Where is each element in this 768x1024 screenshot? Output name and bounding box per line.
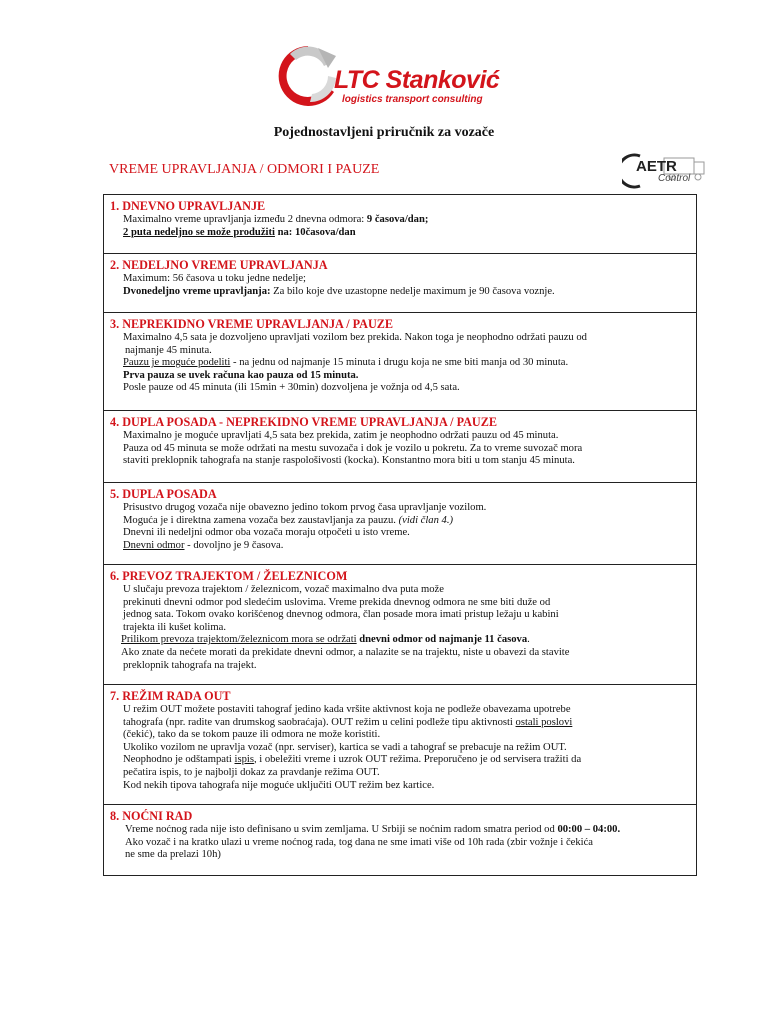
text-line: [110, 754, 690, 767]
document-title: Pojednostavljeni priručnik za vozače: [273, 125, 495, 140]
text-line: U slučaju prevoza trajektom / železnicom, vozač maximalno dva puta može: [123, 584, 444, 595]
text-line: Maximalno je moguće upravljati 4,5 sata bez prekida, zatim je neophodno održati pauzu od 45 minuta.: [123, 430, 559, 441]
underlined-span: Prilikom prevoza trajektom/železnicom mora se održati: [121, 634, 357, 646]
text-line: Ako znate da nećete morati da prekidate dnevni odmor, a nalazite se na trajektu, niste u obavezi da stavite: [121, 646, 570, 658]
text-span: - dovoljno je 9 časova.: [184, 539, 284, 551]
text-line: Ukoliko vozilom ne upravlja vozač (npr. serviser), kartica se vadi a tahograf se prebacuje na režim OUT.: [123, 741, 567, 753]
underlined-span: ispis: [234, 754, 254, 766]
section-double-crew: [104, 483, 696, 565]
underlined-span: Pauzu je moguće podeliti: [123, 357, 231, 369]
aetr-control-logo: [622, 152, 708, 190]
aetr-main-text: AETR: [636, 158, 677, 175]
text-line: prekinuti dnevni odmor pod sledećim uslovima. Vreme prekida dnevnog odmora ne sme biti duže od: [123, 596, 551, 608]
section-night-work: [104, 805, 696, 875]
section-title: 3. NEPREKIDNO VREME UPRAVLJANJA / PAUZE: [110, 317, 394, 331]
bold-span: Dvonedeljno vreme upravljanja:: [123, 285, 271, 297]
text-span: Neophodno je odštampati: [123, 754, 235, 766]
bold-span: 9 časova/dan;: [366, 214, 429, 225]
logo-name: LTC Stanković: [334, 66, 500, 94]
section-daily-driving: [104, 195, 696, 254]
ltc-stankovic-logo: [268, 40, 508, 112]
text-line: Kod nekih tipova tahografa nije moguće uključiti OUT režim bez kartice.: [123, 779, 435, 791]
text-span: Za bilo koje dve uzastopne nedelje maximum je 90 časova voznje.: [270, 285, 555, 297]
text-line: U režim OUT možete postaviti tahograf jedino kada vršite aktivnost koja ne podleže obavezama upotrebe: [123, 704, 571, 715]
section-weekly-driving: [104, 254, 696, 313]
text-span: .: [527, 634, 530, 646]
section-continuous-driving: [104, 313, 696, 411]
text-line: [110, 634, 690, 647]
section-double-crew-continuous: [104, 411, 696, 483]
text-line: Ako vozač i na kratko ulazi u vreme noćnog rada, tog dana ne sme imati više od 10h rada (zbir vožnje i čekića: [125, 836, 594, 848]
bold-span: 00:00 – 04:00.: [557, 824, 621, 835]
text-line: [110, 227, 690, 240]
text-line: trajekta ili kušet kolima.: [123, 621, 226, 633]
text-line: pečatira ispis, to je najbolji dokaz za pravdanje režima OUT.: [123, 766, 380, 778]
text-span: tahografa (npr. radite van drumskog saobraćaja). OUT režim u celini podleže tipu aktivnosti: [123, 716, 516, 728]
text-span: - na jednu od najmanje 15 minuta i drugu koja ne sme biti manja od 30 minuta.: [230, 357, 569, 369]
text-line: Prisustvo drugog vozača nije obavezno jedino tokom prvog časa upravljanje vozilom.: [123, 502, 487, 513]
text-line: Pauza od 45 minuta se može održati na mestu suvozača i dok je vozilo u pokretu. Za to vreme suvozač mora: [123, 442, 583, 454]
text-span: Vreme noćnog rada nije isto definisano u svim zemljama. U Srbiji se noćnim radom smatra period od: [125, 824, 558, 835]
section-title: 1. DNEVNO UPRAVLJANJE: [110, 199, 266, 213]
text-line: Maximalno 4,5 sata je dozvoljeno upravljati vozilom bez prekida. Nakon toga je neophodno održati pauzu od: [123, 332, 587, 343]
text-line: [110, 824, 690, 837]
underlined-span: ostali poslovi: [515, 716, 573, 728]
underlined-span: Dnevni odmor: [123, 539, 185, 551]
bold-span: dnevni odmor od najmanje 11 časova: [356, 634, 528, 646]
section-title: 7. REŽIM RADA OUT: [110, 689, 231, 703]
section-heading: VREME UPRAVLJANJA / ODMORI I PAUZE: [109, 162, 380, 177]
rules-table: [103, 194, 697, 876]
text-span: Moguća je i direktna zamena vozača bez zaustavljanja za pauzu.: [123, 514, 399, 526]
section-title: 4. DUPLA POSADA - NEPREKIDNO VREME UPRAVLJANJA / PAUZE: [110, 415, 497, 429]
text-line: najmanje 45 minuta.: [125, 344, 212, 356]
text-line: staviti preklopnik tahografa na stanje raspološivosti (kocka). Konstantno mora biti u tom stanju 45 minuta.: [123, 455, 575, 467]
section-title: 5. DUPLA POSADA: [110, 487, 217, 501]
text-span: Maximalno vreme upravljanja između 2 dnevna odmora:: [123, 214, 367, 225]
section-title: 2. NEDELJNO VREME UPRAVLJANJA: [110, 258, 328, 272]
underlined-span: 2 puta nedeljno se može produžiti: [123, 226, 275, 238]
bold-span: na: 10časova/dan: [274, 226, 356, 238]
text-line: (čekić), tako da se tokom pauze ili odmora ne može koristiti.: [123, 729, 381, 741]
text-line: [110, 286, 690, 299]
text-line: [110, 515, 690, 528]
text-line: Posle pauze od 45 minuta (ili 15min + 30min) dozvoljena je vožnja od 4,5 sata.: [123, 382, 460, 394]
section-out-mode: [104, 685, 696, 805]
text-line: Prva pauza se uvek računa kao pauza od 15 minuta.: [123, 369, 359, 381]
text-line: jednog sata. Tokom ovako korišćenog dnevnog odmora, član posade mora imati pristup ležaju u kabini: [123, 609, 559, 621]
text-line: Dnevni ili nedeljni odmor oba vozača moraju otpočeti u isto vreme.: [123, 527, 410, 539]
logo-tagline: logistics transport consulting: [342, 94, 483, 105]
italic-span: (vidi član 4.): [398, 514, 454, 526]
text-line: Maximum: 56 časova u toku jedne nedelje;: [123, 273, 306, 284]
aetr-sub-text: Control: [658, 173, 691, 184]
text-line: [110, 540, 690, 553]
text-line: [110, 717, 690, 730]
text-span: , i obeležiti vreme i uzrok OUT režima. Preporučeno je od servisera tražiti da: [253, 754, 582, 766]
text-line: [110, 214, 690, 227]
text-line: ne sme da prelazi 10h): [125, 849, 221, 861]
section-ferry-train: [104, 565, 696, 685]
section-title: 6. PREVOZ TRAJEKTOM / ŽELEZNICOM: [110, 569, 348, 583]
text-line: preklopnik tahografa na trajekt.: [123, 659, 257, 671]
text-line: [110, 357, 690, 370]
section-title: 8. NOĆNI RAD: [110, 809, 193, 823]
